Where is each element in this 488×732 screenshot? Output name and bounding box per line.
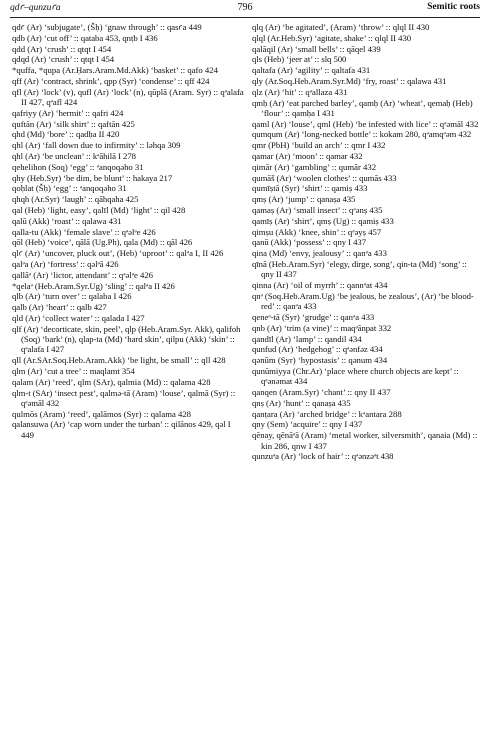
dictionary-entry: qanqen (Aram.Syr) ‘chant’ :: qny II 437 (252, 387, 391, 398)
dictionary-entry: qlm-t (SAr) ‘insect pest’, qalmə-tā (Aram) ‘louse’, qalmā (Syr) :: qᵊəmāl 432 (12, 387, 236, 408)
header-section: Semitic roots (427, 2, 480, 12)
dictionary-entry: qdd (Ar) ‘crush’ :: qtqt I 454 (12, 43, 112, 54)
dictionary-entry: qamīṣ (Ar) ‘shirt’, qmṣ (Ug) :: qamiṣ 433 (252, 215, 394, 226)
dictionary-entry: qlf (Ar) ‘decorticate, skin, peel’, qlp (Heb.Aram.Syr. Akk), qalifoh (Soq) ‘bark’ (n), qlap-ta (Md) ‘hard skin’, qilpu (Akk) ‘skin’ :: qᵊalafa I 427 (12, 323, 241, 355)
page-number: 796 (237, 2, 253, 13)
dictionary-entry: qalᵊa (Ar) ‘fortress’ :: qəlᵊā 426 (12, 259, 119, 270)
dictionary-entry: qimṣu (Akk) ‘knee, shin’ :: qᵊəyṣ 457 (252, 226, 382, 237)
right-column (252, 22, 480, 462)
dictionary-entry: qlql (Ar.Heb.Syr) ‘agitate, shake’ :: qlql II 430 (252, 32, 412, 43)
dictionary-entry: qunzuᵊa (Ar) ‘lock of hair’ :: qᵊənzəᵊt 438 (252, 451, 394, 462)
dictionary-entry: qīnā (Heb.Aram.Syr) ‘elegy, dirge, song’, qin-ta (Md) ‘song’ :: qny II 437 (252, 259, 467, 280)
dictionary-entry: qehelihon (Soq) ‘egg’ :: ᵊanqoqəho 31 (12, 161, 144, 172)
dictionary-entry: qdb (Ar) ‘cut off’ :: qataba 453, qnṭb I 436 (12, 32, 158, 43)
dictionary-entry: qhl (Ar) ‘be unclean’ :: kᵊāhilā I 278 (12, 151, 136, 162)
dictionary-entry: qumīṣtā (Syr) ‘shirt’ :: qamiṣ 433 (252, 183, 368, 194)
dictionary-entry: qhd (Md) ‘bore’ :: qadḥa II 420 (12, 129, 120, 140)
dictionary-entry: qls (Heb) ‘jeer at’ :: slq 500 (252, 54, 347, 65)
dictionary-entry: qmḥ (Ar) ‘eat parched barley’, qamḥ (Ar) ‘wheat’, qemaḥ (Heb) ‘flour’ :: qamḥa I 431 (252, 97, 473, 118)
dictionary-entry: qanṭara (Ar) ‘arched bridge’ :: kᵊantara 288 (252, 408, 402, 419)
dictionary-entry: *qelaᵊ (Heb.Aram.Syr.Ug) ‘sling’ :: qalᵊa II 426 (12, 280, 175, 291)
dictionary-entry: qulmōs (Aram) ‘reed’, qalāmos (Syr) :: qalama 428 (12, 408, 192, 419)
dictionary-entry: qlz (Ar) ‘hit’ :: qᵊallaza 431 (252, 86, 348, 97)
dictionary-entry: qanū (Akk) ‘possess’ :: qny I 437 (252, 237, 367, 248)
dictionary-entry: qfl (Ar) ‘lock’ (v), qufl (Ar) ‘lock’ (n), qūplā (Aram. Syr) :: qᵊalafa II 427, qᵊafl 424 (12, 86, 244, 108)
dictionary-entry: qənūm (Syr) ‘hypostasis’ :: qənum 434 (252, 355, 388, 366)
dictionary-entry: qallāᵊ (Ar) ‘lictor, attendant’ :: qᵊəlᵊe 426 (12, 269, 154, 280)
dictionary-entry: qhl (Ar) ‘fall down due to infirmity’ :: ləhqa 309 (12, 140, 181, 151)
dictionary-entry: qdqd (Ar) ‘crush’ :: qtqt I 454 (12, 54, 115, 65)
dictionary-entry: qdꜥ (Ar) ‘subjugate’, (Šḥ) ‘gnaw through’ :: qasꜥa 449 (12, 22, 202, 32)
dictionary-entry: qmr (PbH) ‘build an arch’ :: qmr I 432 (252, 140, 386, 151)
dictionary-entry: qmṣ (Ar) ‘jump’ :: qanaṣa 435 (252, 194, 356, 205)
dictionary-entry: qlq (Ar) ‘be agitated’, (Aram) ‘throw’ :: qlql II 430 (252, 22, 430, 32)
running-header (10, 2, 480, 16)
header-rule (10, 17, 480, 18)
dictionary-entry: qaltafa (Ar) ‘agility’ :: qaltafa 431 (252, 65, 371, 76)
dictionary-entry: qalam (Ar) ‘reed’, qlm (SAr), qalmia (Md) :: qalama 428 (12, 376, 211, 387)
dictionary-entry: qalāqil (Ar) ‘small bells’ :: qāqel 439 (252, 43, 381, 54)
dictionary-entry: qnb (Ar) ‘trim (a vine)’ :: maqᵊānpat 332 (252, 322, 392, 333)
dictionary-entry: qeneᵊ-tā (Syr) ‘grudge’ :: qanᵊa 433 (252, 312, 375, 323)
dictionary-entry: qny (Sem) ‘acquire’ :: qny I 437 (252, 419, 363, 430)
dictionary-entry: qnᵊ (Soq.Heb.Aram.Ug) ‘be jealous, be zealous’, (Ar) ‘be blood-red’ :: qanᵊa 433 (252, 290, 474, 312)
dictionary-entry: qalb (Ar) ‘heart’ :: qalb 427 (12, 302, 107, 313)
dictionary-entry: qhy (Heb.Syr) ‘be dim, be blunt’ :: hakaya 217 (12, 172, 173, 183)
dictionary-entry: qumāš (Ar) ‘woolen clothes’ :: qumās 433 (252, 172, 397, 183)
dictionary-entry: quftān (Ar) ‘silk shirt’ :: qaftān 425 (12, 118, 135, 129)
dictionary-entry: qēnay, qēnāᵊā (Aram) ‘metal worker, silversmith’, qanaia (Md) :: kin 286, qnw I 437 (252, 430, 478, 451)
dictionary-entry: qimār (Ar) ‘gambling’ :: qumār 432 (252, 161, 377, 172)
dictionary-entry: qandīl (Ar) ‘lamp’ :: qandil 434 (252, 333, 362, 344)
dictionary-entry: qumqum (Ar) ‘long-necked bottle’ :: kokam 280, qᵊamqᵊəm 432 (252, 129, 472, 140)
dictionary-entry: qff (Ar) ‘contract, shrink’, qpp (Syr) ‘condense’ :: qff 424 (12, 75, 210, 86)
dictionary-entry: qunūmiyya (Chr.Ar) ‘place where church objects are kept’ :: qᵊənəmat 434 (252, 366, 459, 387)
dictionary-entry: qlm (Ar) ‘cut a tree’ :: maqlamt 354 (12, 366, 135, 376)
dictionary-entry: qld (Ar) ‘collect water’ :: qalada I 427 (12, 313, 145, 324)
dictionary-entry: qoḥlat (Šḥ) ‘egg’ :: ᵊanqoqəho 31 (12, 183, 127, 194)
dictionary-entry: qinna (Ar) ‘oil of myrrh’ :: qannᵊat 434 (252, 280, 388, 291)
dictionary-entry: qal (Heb) ‘light, easy’, qalīl (Md) ‘light’ :: qil 428 (12, 205, 186, 216)
dictionary-entry: qalla-tu (Akk) ‘female slave’ :: qᵊəlᵊe 426 (12, 226, 156, 237)
dictionary-entry: qll (Ar.SAr.Soq.Heb.Aram.Akk) ‘be light, be small’ :: qll 428 (12, 355, 226, 366)
dictionary-entry: qnṣ (Ar) ‘hunt’ :: qanaṣa 435 (252, 397, 351, 408)
header-range: qdꜥ–qunzuꜥa (10, 3, 61, 13)
dictionary-entry: qalū (Akk) ‘roast’ :: qalawa 431 (12, 215, 122, 226)
dictionary-entry: qaml (Ar) ‘louse’, qml (Heb) ‘be infested with lice’ :: qᵊəmāl 432 (252, 118, 479, 129)
dictionary-entry: qafriyy (Ar) ‘hermit’ :: qafri 424 (12, 107, 124, 118)
dictionary-entry: qamar (Ar) ‘moon’ :: qamar 432 (252, 151, 363, 162)
dictionary-entry: qamaṣ (Ar) ‘small insect’ :: qᵊənṣ 435 (252, 205, 383, 216)
left-column (12, 22, 245, 441)
dictionary-entry: qunfud (Ar) ‘hedgehog’ :: qᵊənfəz 434 (252, 344, 383, 355)
dictionary-entry: qalansuwa (Ar) ‘cap worn under the turban’ :: qilānos 429, qəl I 449 (12, 419, 231, 440)
dictionary-entry: qly (Ar.Soq.Heb.Aram.Syr.Md) ‘fry, roast’ :: qalawa 431 (252, 75, 447, 86)
dictionary-entry: qōl (Heb) ‘voice’, qālā (Ug.Ph), qala (Md) :: qāl 426 (12, 237, 193, 248)
dictionary-entry: qina (Md) ‘envy, jealousy’ :: qanᵊa 433 (252, 248, 387, 259)
dictionary-entry: *quffa, *qupa (Ar.Ḥars.Aram.Md.Akk) ‘basket’ :: qafo 424 (12, 65, 218, 76)
dictionary-entry: qlꜥ (Ar) ‘uncover, pluck out’, (Heb) ‘uproot’ :: qalᵊa I, II 426 (12, 248, 224, 259)
dictionary-entry: qlb (Ar) ‘turn over’ :: qalaba I 426 (12, 291, 132, 302)
dictionary-entry: qhqh (Ar.Syr) ‘laugh’ :: qāhqaha 425 (12, 194, 139, 205)
